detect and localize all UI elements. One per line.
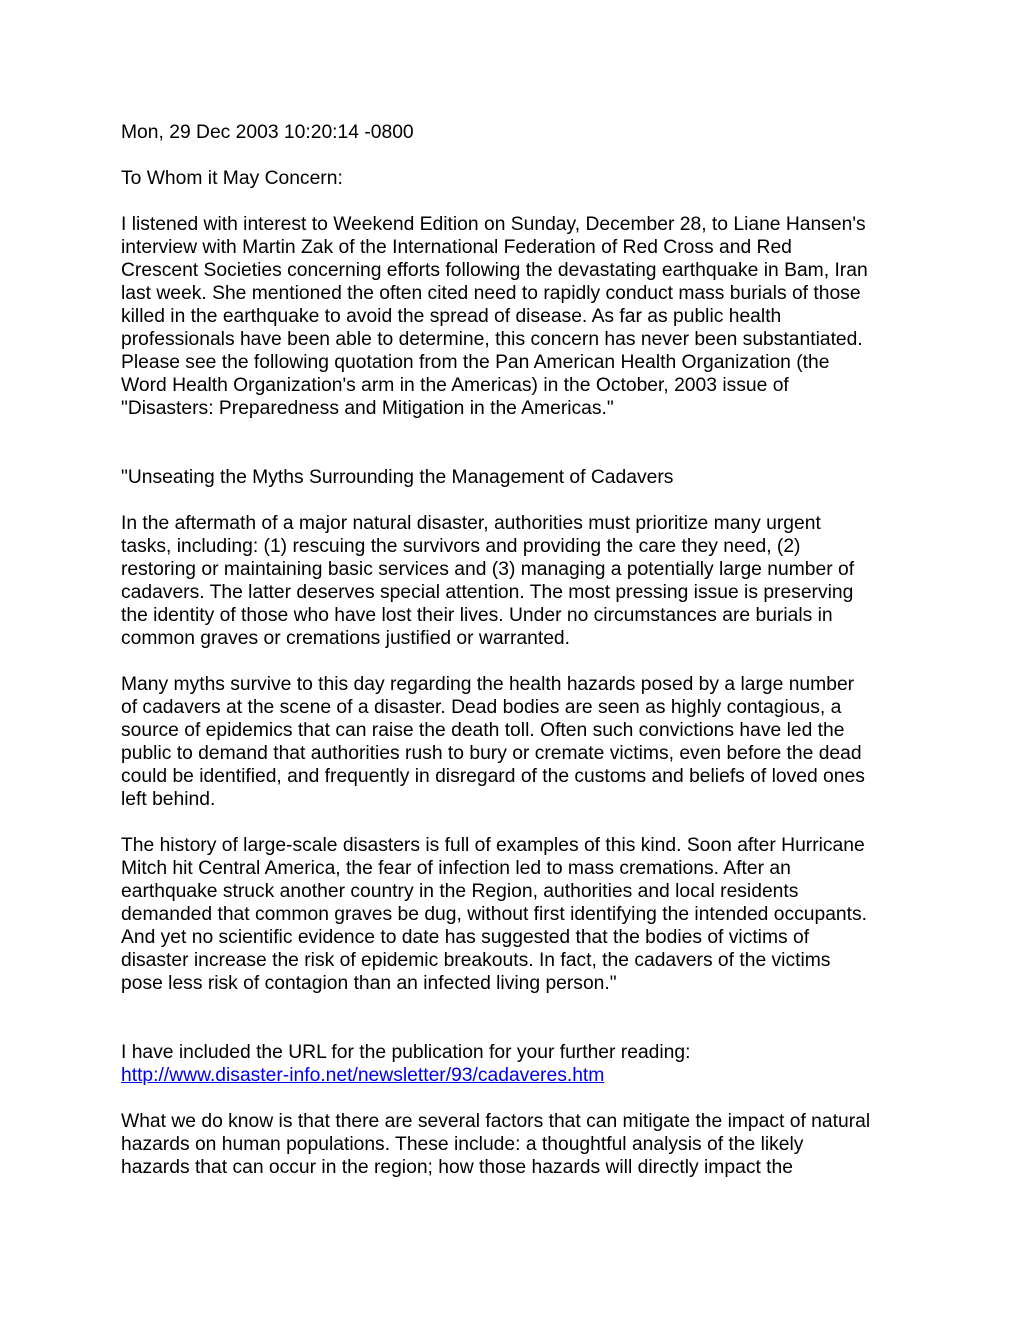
text-line: In the aftermath of a major natural disaster, authorities must prioritize many urgent: [121, 513, 821, 534]
text-line: disaster increase the risk of epidemic breakouts. In fact, the cadavers of the victims: [121, 950, 831, 971]
url-intro: I have included the URL for the publication for your further reading:: [121, 1042, 691, 1063]
text-line: cadavers. The latter deserves special attention. The most pressing issue is preserving: [121, 582, 854, 603]
text-line: of cadavers at the scene of a disaster. Dead bodies are seen as highly contagious, a: [121, 697, 842, 718]
text-line: demanded that common graves be dug, without first identifying the intended occupants.: [121, 904, 867, 925]
publication-link[interactable]: http://www.disaster-info.net/newsletter/93/cadaveres.htm: [121, 1065, 605, 1086]
paragraph-url: [121, 1041, 921, 1087]
quote-title: "Unseating the Myths Surrounding the Management of Cadavers: [121, 467, 674, 488]
text-line: interview with Martin Zak of the International Federation of Red Cross and Red: [121, 237, 792, 258]
text-line: I listened with interest to Weekend Edition on Sunday, December 28, to Liane Hansen's: [121, 214, 866, 235]
text-line: The history of large-scale disasters is full of examples of this kind. Soon after Hurricane: [121, 835, 865, 856]
text-line: could be identified, and frequently in disregard of the customs and beliefs of loved ones: [121, 766, 865, 787]
paragraph-quote-2: [121, 673, 921, 811]
text-line: last week. She mentioned the often cited need to rapidly conduct mass burials of those: [121, 283, 861, 304]
text-line: And yet no scientific evidence to date has suggested that the bodies of victims of: [121, 927, 810, 948]
paragraph-quote-1: [121, 512, 921, 650]
text-line: public to demand that authorities rush to bury or cremate victims, even before the dead: [121, 743, 862, 764]
text-line: Mitch hit Central America, the fear of infection led to mass cremations. After an: [121, 858, 791, 879]
letter-date: Mon, 29 Dec 2003 10:20:14 -0800: [121, 122, 414, 143]
text-line: Many myths survive to this day regarding the health hazards posed by a large number: [121, 674, 855, 695]
text-line: hazards on human populations. These include: a thoughtful analysis of the likely: [121, 1134, 804, 1155]
text-line: earthquake struck another country in the Region, authorities and local residents: [121, 881, 799, 902]
text-line: Crescent Societies concerning efforts following the devastating earthquake in Bam, Iran: [121, 260, 868, 281]
text-line: common graves or cremations justified or warranted.: [121, 628, 571, 649]
paragraph-mitigation: [121, 1110, 921, 1179]
text-line: professionals have been able to determine, this concern has never been substantiated.: [121, 329, 863, 350]
text-line: left behind.: [121, 789, 216, 810]
text-line: Word Health Organization's arm in the Americas) in the October, 2003 issue of: [121, 375, 789, 396]
text-line: source of epidemics that can raise the death toll. Often such convictions have led the: [121, 720, 845, 741]
text-line: What we do know is that there are several factors that can mitigate the impact of natural: [121, 1111, 871, 1132]
text-line: "Disasters: Preparedness and Mitigation in the Americas.": [121, 398, 614, 419]
text-line: pose less risk of contagion than an infected living person.": [121, 973, 617, 994]
text-line: tasks, including: (1) rescuing the survivors and providing the care they need, (2): [121, 536, 801, 557]
text-line: killed in the earthquake to avoid the spread of disease. As far as public health: [121, 306, 782, 327]
text-line: the identity of those who have lost their lives. Under no circumstances are burials in: [121, 605, 833, 626]
text-line: Please see the following quotation from the Pan American Health Organization (the: [121, 352, 830, 373]
paragraph-intro: [121, 213, 921, 420]
greeting: To Whom it May Concern:: [121, 168, 343, 189]
paragraph-quote-3: [121, 834, 921, 995]
text-line: restoring or maintaining basic services and (3) managing a potentially large number of: [121, 559, 855, 580]
text-line: hazards that can occur in the region; how those hazards will directly impact the: [121, 1157, 793, 1178]
